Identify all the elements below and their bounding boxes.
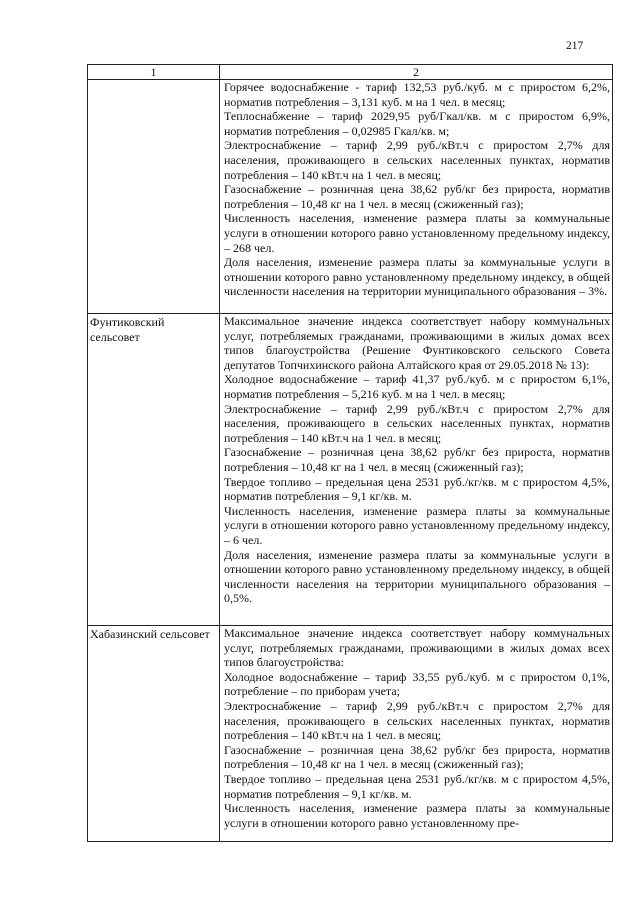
paragraph: Газоснабжение – розничная цена 38,62 руб/кг без прироста, норматив потребления – 10,48 кг на 1 чел. в месяц (сжиженный газ); xyxy=(224,742,610,772)
paragraph: Твердое топливо – предельная цена 2531 руб./кг/кв. м с приростом 4,5%, норматив потребления – 9,1 кг/кв. м. xyxy=(224,474,610,504)
paragraph: Численность населения, изменение размера платы за коммунальные услуги в отношении которого равно установленному пре- xyxy=(224,801,610,830)
paragraph: Численность населения, изменение размера платы за коммунальные услуги в отношении которого равно установленному предельному индексу, – 268 чел. xyxy=(224,211,610,255)
description-cell xyxy=(220,626,613,842)
table-row xyxy=(88,626,613,842)
municipality-cell xyxy=(88,80,220,314)
paragraph: Электроснабжение – тариф 2,99 руб./кВт.ч с приростом 2,7% для населения, проживающего в сельских населенных пунктах, норматив потребления – 140 кВт.ч на 1 чел. в месяц; xyxy=(224,401,610,445)
paragraph: Электроснабжение – тариф 2,99 руб./кВт.ч с приростом 2,7% для населения, проживающего в сельских населенных пунктах, норматив потребления – 140 кВт.ч на 1 чел. в месяц; xyxy=(224,698,610,743)
paragraph: Доля населения, изменение размера платы за коммунальные услуги в отношении которого равно установленному предельному индексу, в общей численности населения на территории муниципального образования – 0,5%. xyxy=(224,547,610,606)
paragraph: Газоснабжение – розничная цена 38,62 руб/кг без прироста, норматив потребления – 10,48 кг на 1 чел. в месяц (сжиженный газ); xyxy=(224,182,610,211)
paragraph: Газоснабжение – розничная цена 38,62 руб/кг без прироста, норматив потребления – 10,48 кг на 1 чел. в месяц (сжиженный газ); xyxy=(224,445,610,474)
paragraph: Горячее водоснабжение - тариф 132,53 руб./куб. м с приростом 6,2%, норматив потребления – 3,131 куб. м на 1 чел. в месяц; xyxy=(224,80,610,109)
page-number: 217 xyxy=(566,40,584,52)
paragraph: Теплоснабжение – тариф 2029,95 руб/Гкал/кв. м с приростом 6,9%, норматив потребления – 0,02985 Гкал/кв. м; xyxy=(224,109,610,138)
table-row xyxy=(88,314,613,626)
paragraph: Численность населения, изменение размера платы за коммунальные услуги в отношении которого равно установленному предельному индексу, – 6 чел. xyxy=(224,503,610,547)
paragraph: Твердое топливо – предельная цена 2531 руб./кг/кв. м с приростом 4,5%, норматив потребления – 9,1 кг/кв. м. xyxy=(224,771,610,801)
municipality-cell: Фунтиковский сельсовет xyxy=(88,314,220,626)
paragraph: Максимальное значение индекса соответствует набору коммунальных услуг, потребляемых гражданами, проживающими в жилых домах всех типов благоустройства: xyxy=(224,626,610,670)
paragraph: Холодное водоснабжение – тариф 33,55 руб./куб. м с приростом 0,1%, потребление – по приборам учета; xyxy=(224,669,610,699)
paragraph: Максимальное значение индекса соответствует набору коммунальных услуг, потребляемых гражданами, проживающими в жилых домах всех типов благоустройства (Решение Фунтиковского сельского Совета депутатов Топчихинского района Алтайского края от 29.05.2018 № 13): xyxy=(224,314,610,372)
column-header-1: 1 xyxy=(88,65,220,80)
column-header-2: 2 xyxy=(220,65,613,80)
paragraph: Электроснабжение – тариф 2,99 руб./кВт.ч с приростом 2,7% для населения, проживающего в сельских населенных пунктах, норматив потребления – 140 кВт.ч на 1 чел. в месяц; xyxy=(224,138,610,182)
paragraph: Доля населения, изменение размера платы за коммунальные услуги в отношении которого равно установленному предельному индексу, в общей численности населения на территории муниципального образования – 3%. xyxy=(224,255,610,299)
tariff-table xyxy=(87,64,613,842)
municipality-cell: Хабазинский сельсовет xyxy=(88,626,220,842)
description-cell xyxy=(220,80,613,314)
paragraph: Холодное водоснабжение – тариф 41,37 руб./куб. м с приростом 6,1%, норматив потребления – 5,216 куб. м на 1 чел. в месяц; xyxy=(224,372,610,401)
header-row xyxy=(88,65,613,80)
table-row xyxy=(88,80,613,314)
description-cell xyxy=(220,314,613,626)
